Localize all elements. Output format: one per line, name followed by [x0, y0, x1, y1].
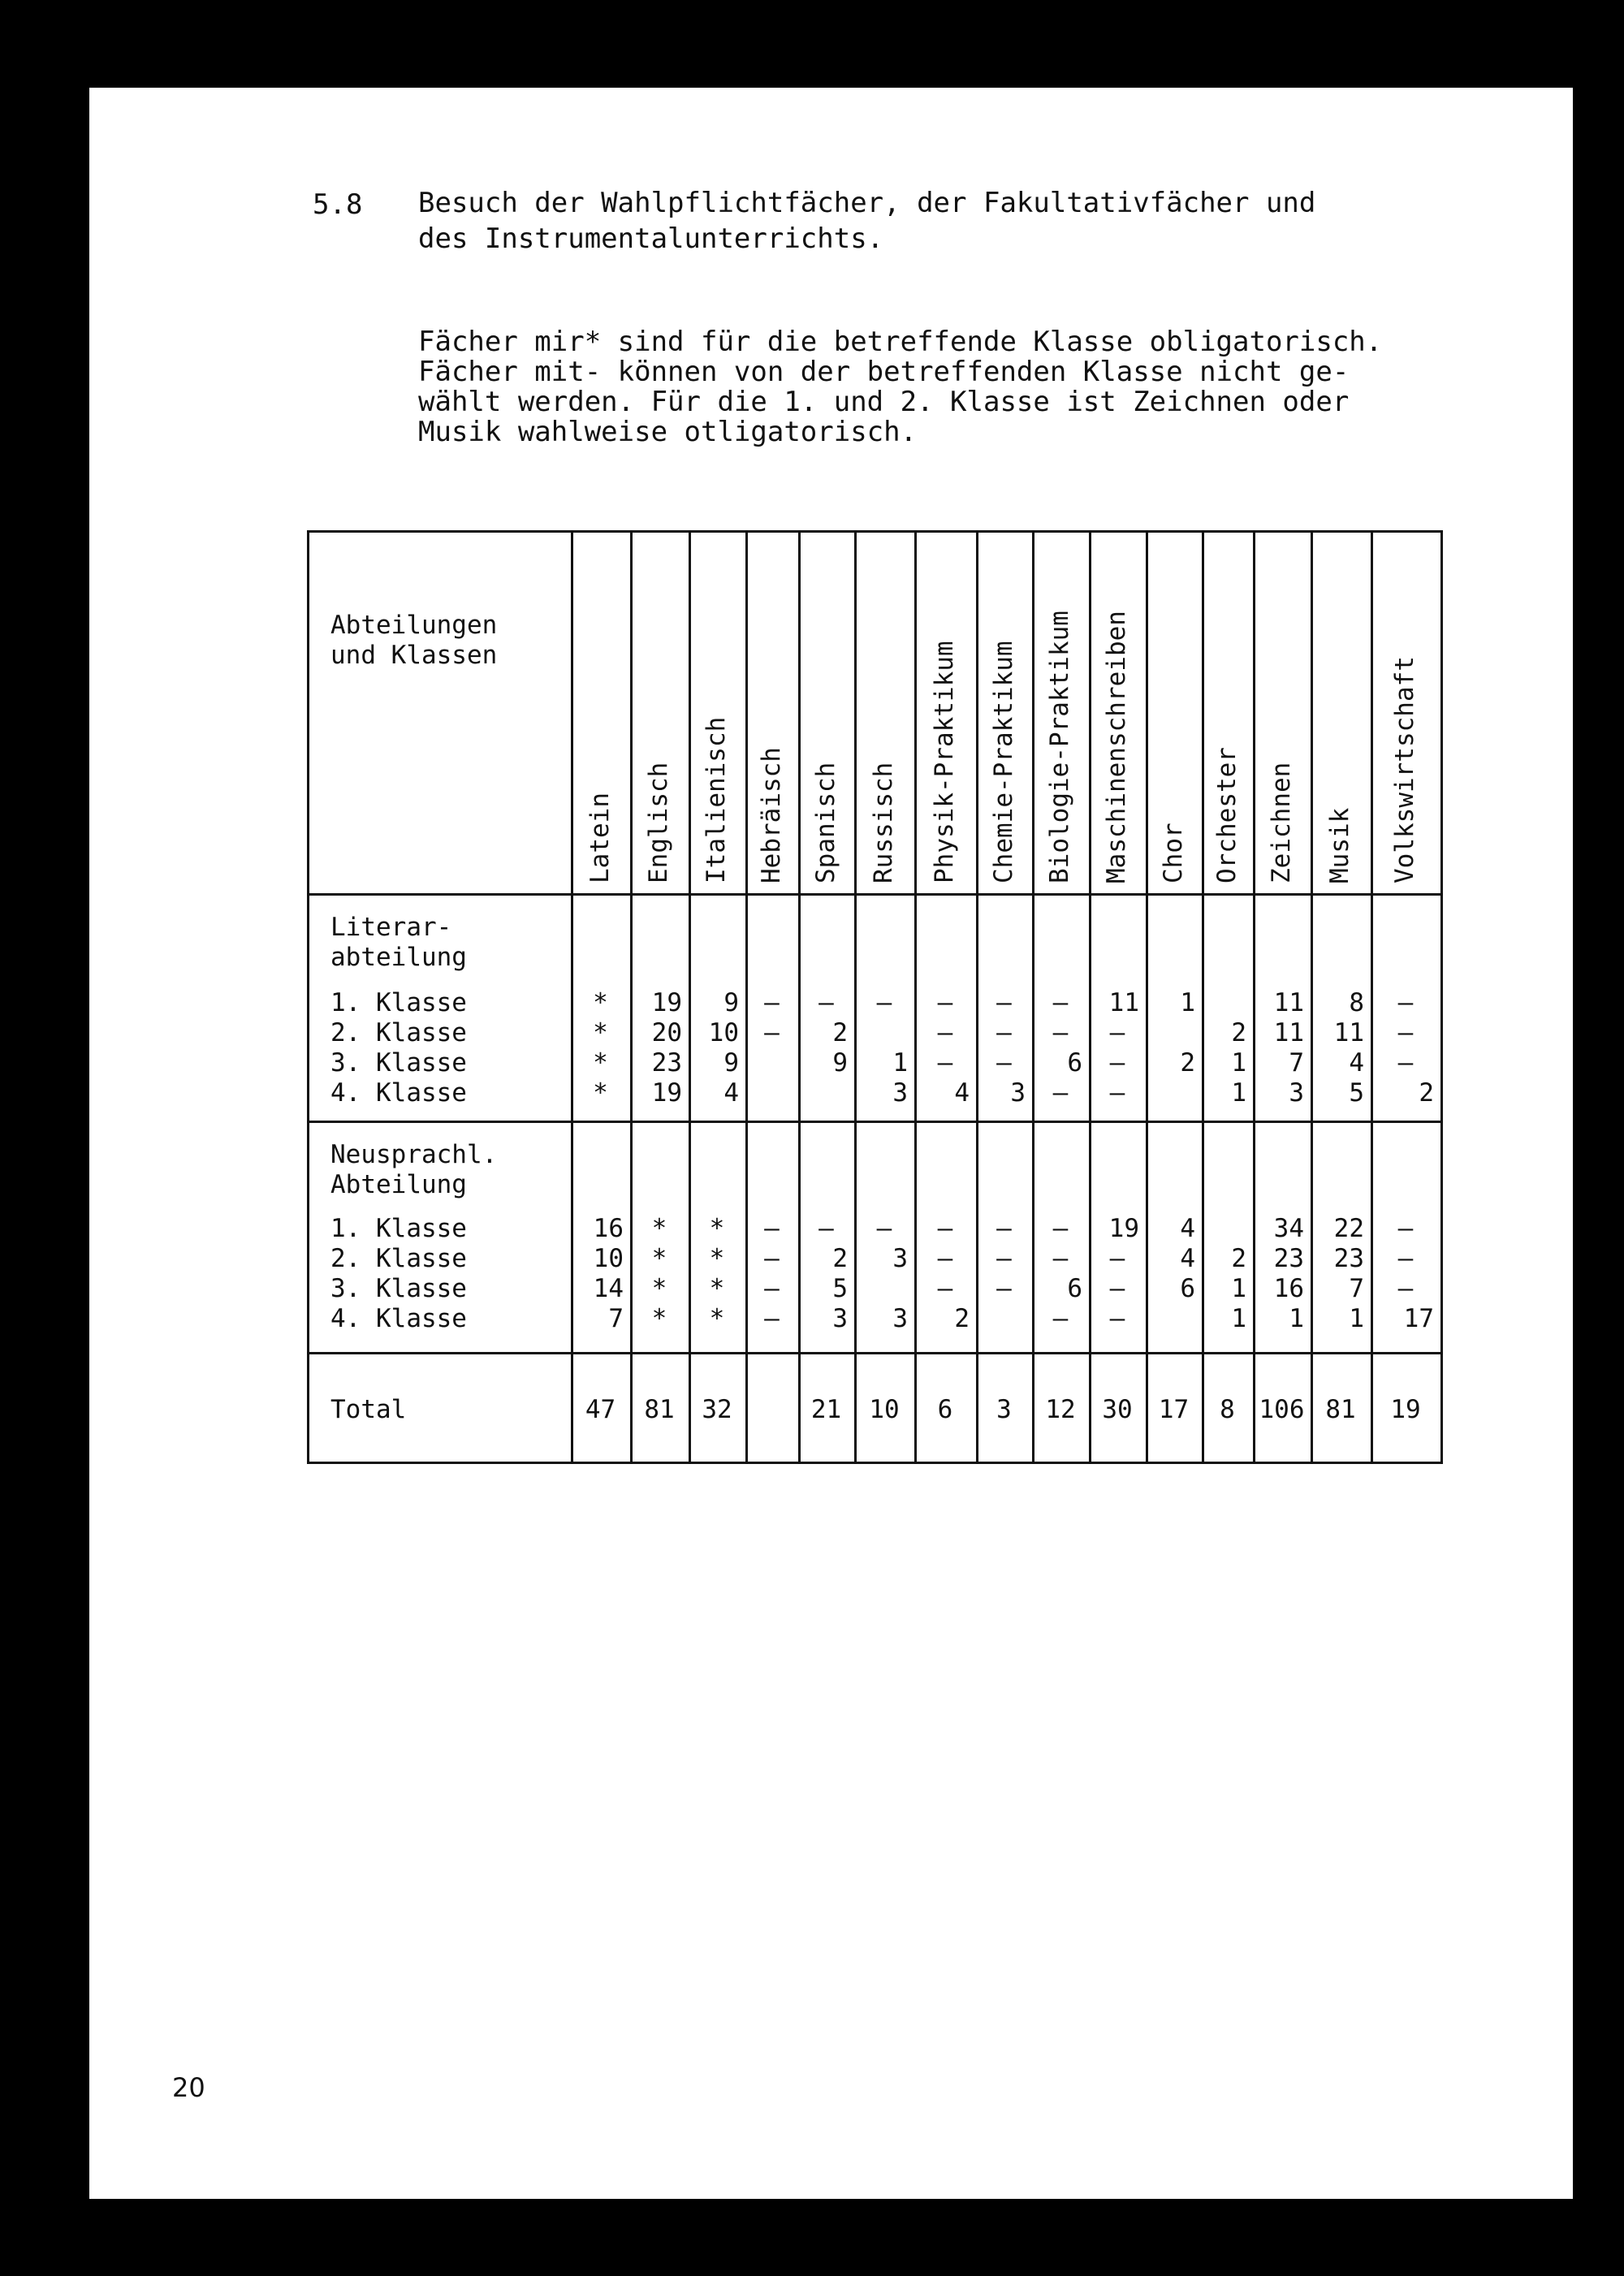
row-label: 1. Klasse [330, 1214, 467, 1243]
table-cell: – [1397, 1018, 1414, 1047]
table-cell: – [1052, 1244, 1069, 1273]
table-cell: 7 [608, 1304, 624, 1333]
row-label: 4. Klasse [330, 1078, 467, 1108]
table-cell: 23 [651, 1048, 682, 1078]
table-cell: – [996, 1274, 1012, 1303]
total-label: Total [330, 1395, 407, 1424]
table-cell: 10 [708, 1018, 739, 1047]
note-line: Fächer mit- können von der betreffenden Klasse nicht ge- [418, 356, 1350, 388]
table-cell: – [996, 1048, 1012, 1078]
table-header-rule [307, 893, 1440, 896]
table-cell: * [709, 1214, 725, 1243]
table-cell: 16 [1273, 1274, 1304, 1303]
table-cell: * [651, 1214, 667, 1243]
column-header: Musik [1325, 807, 1354, 883]
section-title-line: Besuch der Wahlpflichtfächer, der Fakultativfächer und [418, 187, 1316, 219]
group-label [330, 1140, 497, 1200]
column-header: Orchester [1212, 747, 1242, 883]
row-label: 2. Klasse [330, 1018, 467, 1047]
table-cell: – [1397, 1214, 1414, 1243]
group-label-line: Neusprachl. [330, 1140, 498, 1169]
table-cell: 19 [651, 988, 682, 1017]
table-cell: * [651, 1274, 667, 1303]
table-cell: 23 [1273, 1244, 1304, 1273]
column-header: Physik-Praktikum [930, 641, 959, 883]
column-header: Englisch [644, 762, 673, 883]
table-cell: – [937, 1274, 953, 1303]
table-group-rule [307, 1121, 1440, 1123]
table-cell: * [651, 1304, 667, 1333]
table-cell: – [1052, 1018, 1069, 1047]
table-cell: 4 [1349, 1048, 1364, 1078]
total-cell: 47 [585, 1395, 616, 1424]
table-cell: 1 [1349, 1304, 1364, 1333]
table-cell: 14 [593, 1274, 624, 1303]
column-header: Spanisch [810, 762, 840, 883]
table-cell: 2 [832, 1018, 848, 1047]
note-line: Musik wahlweise otligatorisch. [418, 416, 918, 448]
table-cell: 9 [832, 1048, 848, 1078]
table-cell: 4 [723, 1078, 739, 1108]
row-label: 3. Klasse [330, 1274, 467, 1303]
section-number: 5.8 [313, 188, 363, 221]
table-cell: 23 [1333, 1244, 1364, 1273]
total-cell: 6 [937, 1395, 953, 1424]
table-cell: – [1052, 1078, 1069, 1108]
table-cell: 11 [1333, 1018, 1364, 1047]
row-label: 1. Klasse [330, 988, 467, 1017]
table-cell: – [1052, 988, 1069, 1017]
table-cell: 1 [1180, 988, 1195, 1017]
table-cell: 20 [651, 1018, 682, 1047]
table-cell: 19 [1108, 1214, 1139, 1243]
table-cell: 2 [1180, 1048, 1195, 1078]
table-cell: * [651, 1244, 667, 1273]
note-line: Fächer mir* sind für die betreffende Klasse obligatorisch. [418, 326, 1383, 358]
table-cell: – [996, 988, 1012, 1017]
table-cell: 6 [1067, 1274, 1082, 1303]
table-cell: * [593, 1048, 608, 1078]
table-cell: – [764, 1214, 780, 1243]
table-cell: – [1109, 1078, 1125, 1108]
total-cell: 10 [869, 1395, 900, 1424]
table-cell: 6 [1067, 1048, 1082, 1078]
column-header: Chemie-Praktikum [988, 641, 1018, 883]
total-cell: 32 [702, 1395, 732, 1424]
column-rule [1032, 530, 1034, 1464]
table-cell: – [1397, 988, 1414, 1017]
column-rule [854, 530, 857, 1464]
column-rule [914, 530, 917, 1464]
table-cell: – [1109, 1244, 1125, 1273]
total-cell: 19 [1390, 1395, 1421, 1424]
table-cell: 3 [1010, 1078, 1026, 1108]
table-cell: * [709, 1244, 725, 1273]
total-cell: 8 [1220, 1395, 1235, 1424]
table-cell: – [1052, 1214, 1069, 1243]
table-cell: – [818, 1214, 834, 1243]
total-cell: 12 [1045, 1395, 1076, 1424]
header-label-line: und Klassen [330, 641, 498, 670]
group-label-line: abteilung [330, 943, 467, 972]
table-cell: * [593, 1078, 608, 1108]
table-cell: 19 [651, 1078, 682, 1108]
column-header: Russisch [869, 762, 898, 883]
table-cell: – [1397, 1274, 1414, 1303]
column-rule [1311, 530, 1313, 1464]
header-label [330, 611, 497, 671]
row-label: 4. Klasse [330, 1304, 467, 1333]
table-cell: 5 [1349, 1078, 1364, 1108]
table-total-rule [307, 1352, 1440, 1354]
table-cell: 11 [1273, 1018, 1304, 1047]
table-cell: 3 [832, 1304, 848, 1333]
total-cell: 21 [810, 1395, 842, 1424]
table-cell: – [764, 1018, 780, 1047]
column-header: Italienisch [702, 716, 731, 883]
table-cell: – [764, 1274, 780, 1303]
table-left-border [307, 530, 309, 1464]
table-cell: – [764, 1244, 780, 1273]
table-cell: 1 [1289, 1304, 1304, 1333]
note-line: wählt werden. Für die 1. und 2. Klasse ist Zeichnen oder [418, 386, 1350, 418]
column-header: Maschinenschreiben [1102, 611, 1131, 883]
table-top-border [307, 530, 1440, 533]
table-right-border [1440, 530, 1443, 1464]
table-cell: 9 [723, 1048, 739, 1078]
table-cell: 22 [1333, 1214, 1364, 1243]
table-cell: – [1397, 1244, 1414, 1273]
column-header: Chor [1158, 823, 1188, 883]
section-title-line: des Instrumentalunterrichts. [418, 222, 884, 255]
table-cell: 1 [892, 1048, 908, 1078]
table-cell: 7 [1349, 1274, 1364, 1303]
total-cell: 81 [1325, 1395, 1356, 1424]
table-cell: 2 [1231, 1244, 1246, 1273]
table-cell: – [876, 988, 892, 1017]
header-label-line: Abteilungen [330, 611, 498, 640]
table-cell: – [937, 1244, 953, 1273]
column-header: Volkswirtschaft [1390, 656, 1419, 883]
table-cell: 3 [892, 1078, 908, 1108]
table-cell: – [937, 1214, 953, 1243]
table-cell: 8 [1349, 988, 1364, 1017]
total-cell: 3 [996, 1395, 1012, 1424]
group-label [330, 913, 467, 973]
table-cell: – [996, 1244, 1012, 1273]
page-number: 20 [172, 2072, 205, 2103]
table-cell: 1 [1231, 1048, 1246, 1078]
column-rule [1371, 530, 1373, 1464]
table-cell: 4 [1180, 1214, 1195, 1243]
total-cell: 81 [644, 1395, 675, 1424]
table-cell: – [937, 1048, 953, 1078]
table-cell: * [709, 1274, 725, 1303]
column-rule [976, 530, 978, 1464]
table-cell: 4 [954, 1078, 970, 1108]
table-cell: * [593, 988, 608, 1017]
table-cell: – [1109, 1018, 1125, 1047]
table-cell: 2 [1231, 1018, 1246, 1047]
table-cell: * [593, 1018, 608, 1047]
table-cell: 17 [1403, 1304, 1434, 1333]
column-header: Latein [585, 792, 615, 883]
table-cell: – [937, 1018, 953, 1047]
table-cell: – [937, 988, 953, 1017]
table-cell: 2 [1419, 1078, 1434, 1108]
group-label-line: Abteilung [330, 1170, 467, 1199]
column-header: Biologie-Praktikum [1045, 611, 1074, 883]
column-header: Zeichnen [1266, 762, 1296, 883]
table-cell: – [1109, 1048, 1125, 1078]
table-cell: 10 [593, 1244, 624, 1273]
table-cell: 3 [892, 1244, 908, 1273]
row-label: 3. Klasse [330, 1048, 467, 1078]
table-cell: – [1052, 1304, 1069, 1333]
total-cell: 30 [1102, 1395, 1133, 1424]
table-cell: 1 [1231, 1274, 1246, 1303]
table-cell: – [764, 988, 780, 1017]
column-rule [571, 530, 573, 1464]
table-cell: 1 [1231, 1078, 1246, 1108]
column-header: Hebräisch [756, 747, 786, 883]
table-cell: * [709, 1304, 725, 1333]
table-cell: – [876, 1214, 892, 1243]
table-cell: 3 [1289, 1078, 1304, 1108]
row-label: 2. Klasse [330, 1244, 467, 1273]
table-cell: 2 [832, 1244, 848, 1273]
table-cell: 9 [723, 988, 739, 1017]
table-cell: 4 [1180, 1244, 1195, 1273]
table-cell: 3 [892, 1304, 908, 1333]
table-cell: 1 [1231, 1304, 1246, 1333]
total-cell: 17 [1158, 1395, 1190, 1424]
table-cell: 2 [954, 1304, 970, 1333]
table-cell: – [996, 1018, 1012, 1047]
table-cell: 16 [593, 1214, 624, 1243]
table-cell: – [818, 988, 834, 1017]
column-rule [630, 530, 633, 1464]
table-cell: 7 [1289, 1048, 1304, 1078]
table-cell: 6 [1180, 1274, 1195, 1303]
table-cell: – [1109, 1304, 1125, 1333]
table-cell: – [1397, 1048, 1414, 1078]
total-cell: 106 [1259, 1395, 1305, 1424]
table-cell: 5 [832, 1274, 848, 1303]
table-cell: – [1109, 1274, 1125, 1303]
table-cell: 11 [1108, 988, 1139, 1017]
table-bottom-border [307, 1462, 1440, 1464]
group-label-line: Literar- [330, 913, 452, 942]
table-cell: – [764, 1304, 780, 1333]
table-cell: 34 [1273, 1214, 1304, 1243]
table-cell: – [996, 1214, 1012, 1243]
table-cell: 11 [1273, 988, 1304, 1017]
